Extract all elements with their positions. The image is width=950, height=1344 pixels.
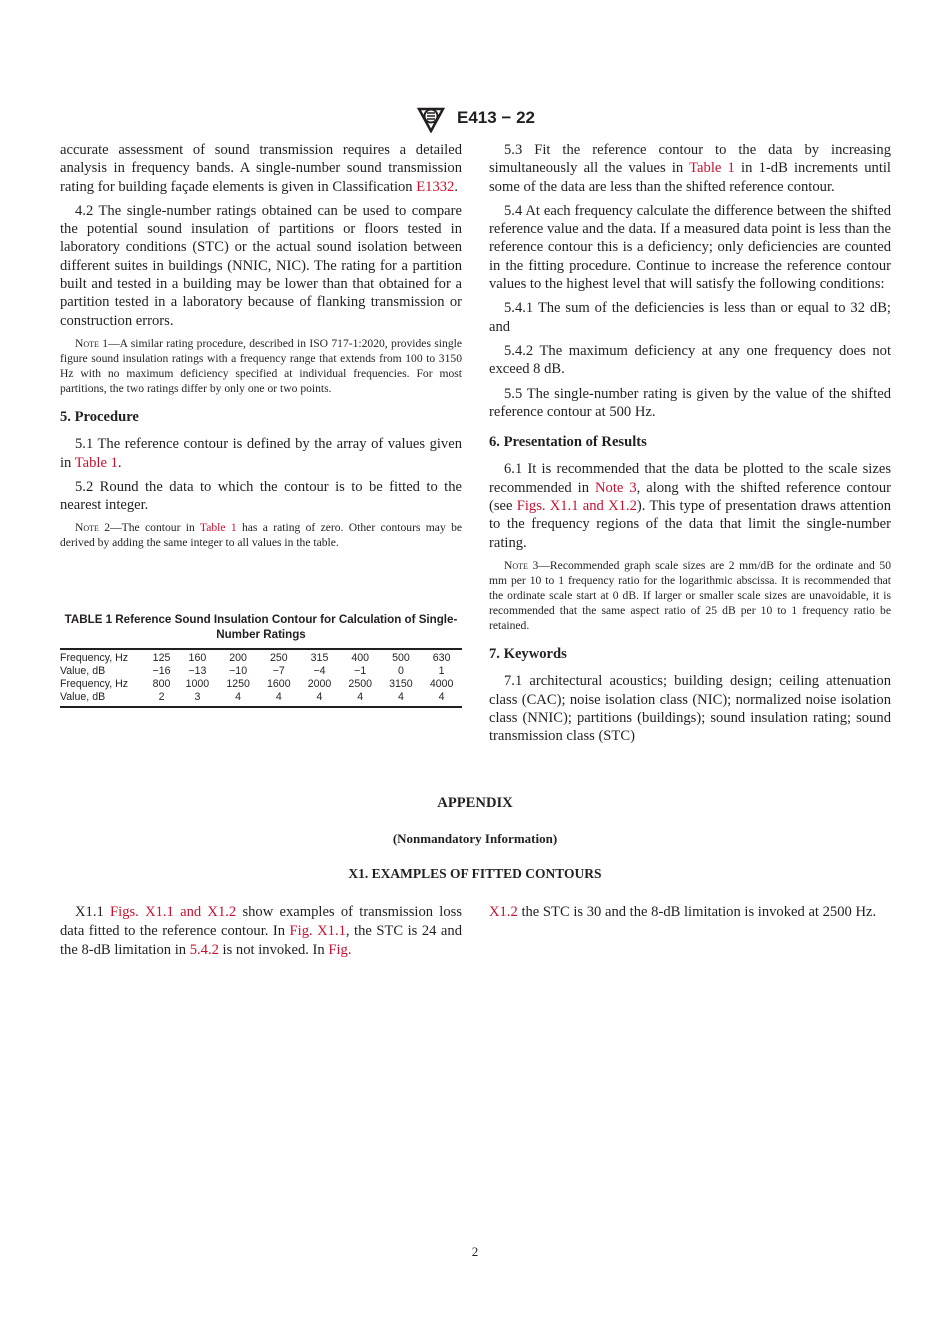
table-cell: 1000 <box>185 678 210 691</box>
table-row <box>60 678 462 691</box>
paragraph-5-1: 5.1 The reference contour is defined by the array of values given in Table 1. <box>60 436 462 471</box>
page-header <box>0 103 950 133</box>
table-cell: −13 <box>188 665 207 678</box>
row-label: Frequency, Hz <box>60 678 129 691</box>
table-cell: −10 <box>229 665 248 678</box>
row-label: Value, dB <box>60 691 106 704</box>
table-cell: 4 <box>316 691 323 704</box>
paragraph-5-3: 5.3 Fit the reference contour to the data by increasing simultaneously all the values in Table 1 in 1-dB increments until some of the data are less than the shifted reference contour. <box>489 142 891 195</box>
table-cell: 1250 <box>226 678 250 691</box>
paragraph-5-5: 5.5 The single-number rating is given by the value of the shifted reference contour at 500 Hz. <box>489 385 891 420</box>
paragraph-5-4-1: 5.4.1 The sum of the deficiencies is less than or equal to 32 dB; and <box>489 300 891 335</box>
table-cell: 4 <box>235 691 242 704</box>
link-fig-x1-2[interactable]: X1.2 <box>489 904 518 920</box>
astm-logo-icon <box>415 103 447 133</box>
table-cell: 400 <box>351 652 370 665</box>
link-note-3[interactable]: Note 3 <box>595 479 637 496</box>
table-cell: 4 <box>397 691 404 704</box>
row-label: Value, dB <box>60 665 106 678</box>
table-cell: 630 <box>432 652 451 665</box>
table-cell: 2000 <box>307 678 332 691</box>
table-1 <box>60 648 462 708</box>
paragraph-5-4-2: 5.4.2 The maximum deficiency at any one frequency does not exceed 8 dB. <box>489 342 891 378</box>
table-cell: 250 <box>269 652 288 665</box>
paragraph-x1-1: X1.1 Figs. X1.1 and X1.2 show examples of transmission loss data fitted to the reference contour. In Fig. X1.1, the STC is 24 and the 8-dB limitation in 5.4.2 is not invoked. In Fig. <box>60 904 462 958</box>
table-cell: −1 <box>354 665 367 678</box>
table-cell: 800 <box>152 678 171 691</box>
table-cell: 200 <box>229 652 247 665</box>
standard-designation: E413 − 22 <box>457 108 535 127</box>
link-figs-x1[interactable]: Figs. X1.1 and X1.2 <box>110 904 237 920</box>
table-cell: 1 <box>438 665 445 678</box>
table-cell: 500 <box>392 652 410 665</box>
link-table-1[interactable]: Table 1 <box>74 454 118 471</box>
table-row <box>60 691 462 707</box>
table-cell: 4000 <box>429 678 454 691</box>
note-1: Note 1—A similar rating procedure, described in ISO 717-1:2020, provides single figure sound insulation ratings with a frequency range that extends from 100 to 3150 Hz with no maximum deficiency specified at individual frequencies. For most partitions, the two ratings differ by only one or two points. <box>60 336 462 395</box>
table-cell: 1600 <box>267 678 291 691</box>
link-figs-x1[interactable]: Figs. X1.1 and X1.2 <box>516 498 637 515</box>
section-x1-heading: X1. EXAMPLES OF FITTED CONTOURS <box>348 866 602 881</box>
link-fig-x1-1[interactable]: Fig. X1.1 <box>289 923 346 939</box>
page-number: 2 <box>471 1244 479 1259</box>
paragraph-4-2: 4.2 The single-number ratings obtained can be used to compare the potential sound insulation of partitions or floors tested in laboratory conditions (STC) or the actual sound isolation between different suites in buildings (NNIC, NIC). The rating for a partition built and tested in a building may be lower than that obtained for a partition tested in a laboratory because of flanking transmission or construction errors. <box>60 202 462 329</box>
link-table-1[interactable]: Table 1 <box>689 160 735 177</box>
link-e1332[interactable]: E1332 <box>416 178 455 195</box>
table-cell: 4 <box>357 691 364 704</box>
table-1-caption: TABLE 1 Reference Sound Insulation Contour for Calculation of Single-Number Ratings <box>64 613 458 642</box>
left-column <box>60 141 462 708</box>
link-table-1[interactable]: Table 1 <box>199 521 237 535</box>
table-cell: 160 <box>188 652 207 665</box>
table-cell: 125 <box>152 652 171 665</box>
table-cell: 3 <box>194 691 201 704</box>
paragraph-7-1: 7.1 architectural acoustics; building design; ceiling attenuation class (CAC); noise isolation class (NIC); normalized noise isolation class (NNIC); partitions (buildings); sound insulation rating; sound transmission class (STC) <box>489 673 891 745</box>
paragraph-5-4: 5.4 At each frequency calculate the difference between the shifted reference value and the data. If a measured data point is less than the reference contour this is a deficiency; only deficiencies are counted in the fitting procedure. Continue to increase the reference contour values to the highest level that will satisfy the following conditions: <box>489 202 891 293</box>
table-cell: 4 <box>438 691 445 704</box>
paragraph-6-1: 6.1 It is recommended that the data be plotted to the scale sizes recommended in Note 3, along with the shifted reference contour (see Figs. X1.1 and X1.2). This type of presentation draws attention to the frequency regions of the data that limit the single-number rating. <box>489 461 891 551</box>
heading-procedure: 5. Procedure <box>60 408 139 425</box>
table-cell: −7 <box>272 665 285 678</box>
table-cell: −16 <box>152 665 171 678</box>
table-cell: 2500 <box>348 678 372 691</box>
note-3: Note 3—Recommended graph scale sizes are 2 mm/dB for the ordinate and 50 mm per 10 to 1 frequency ratio for the logarithmic abscissa. It is recommended that the ordinate scale start at 0 dB. If larger or smaller scale sizes are unavoidable, it is recommended that the same aspect ratio of 25 dB per 10 to 1 frequency ratio be retained. <box>489 558 891 632</box>
link-fig[interactable]: Fig. <box>328 942 352 958</box>
heading-keywords: 7. Keywords <box>489 645 567 662</box>
appendix-subtitle: (Nonmandatory Information) <box>392 831 558 846</box>
row-label: Frequency, Hz <box>60 652 129 665</box>
paragraph-5-2: 5.2 Round the data to which the contour is to be fitted to the nearest integer. <box>60 478 462 514</box>
paragraph-4-1-cont: accurate assessment of sound transmission requires a detailed analysis in frequency bands. A single-number sound transmission rating for building façade elements is given in Classification E1332. <box>60 142 462 195</box>
table-cell: 315 <box>310 652 329 665</box>
table-cell: −4 <box>313 665 326 678</box>
heading-presentation: 6. Presentation of Results <box>489 434 647 451</box>
table-row <box>60 665 462 678</box>
table-row <box>60 649 462 665</box>
link-5-4-2[interactable]: 5.4.2 <box>189 942 219 958</box>
appendix-title: APPENDIX <box>437 795 513 811</box>
table-cell: 0 <box>397 665 404 678</box>
table-cell: 4 <box>275 691 282 704</box>
table-cell: 2 <box>158 691 165 704</box>
paragraph-x1-1-cont: X1.2 the STC is 30 and the 8-dB limitation is invoked at 2500 Hz. <box>489 904 877 920</box>
right-column <box>489 141 891 751</box>
table-cell: 3150 <box>389 678 413 691</box>
note-2: Note 2—The contour in Table 1 has a rating of zero. Other contours may be derived by adding the same integer to all values in the table. <box>60 521 463 550</box>
